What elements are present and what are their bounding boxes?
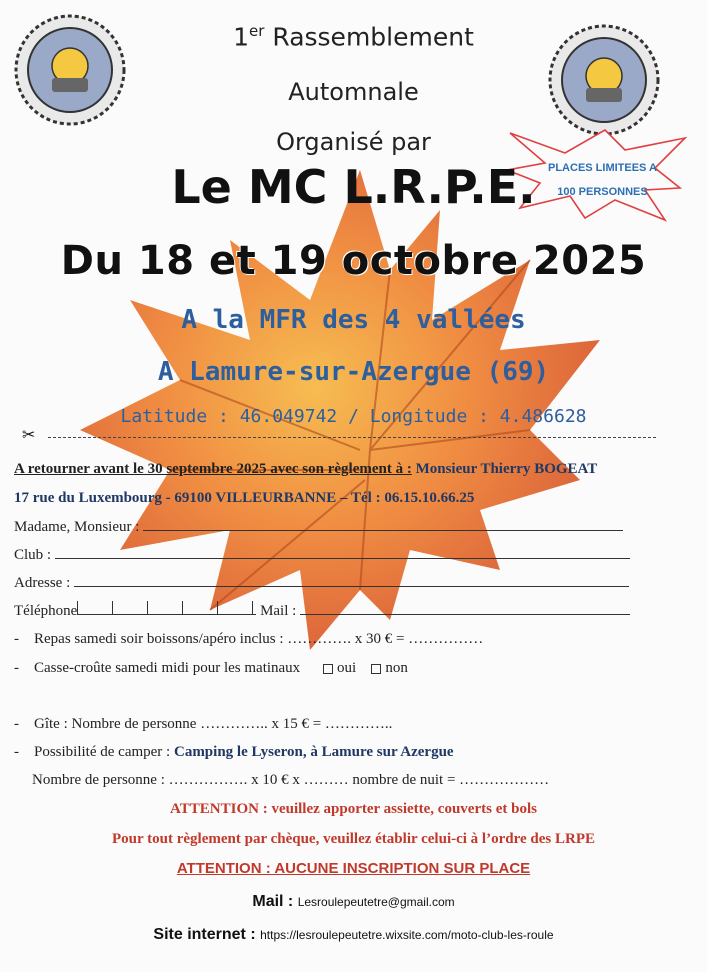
- contact-mail: Mail : Lesroulepeutetre@gmail.com: [252, 893, 455, 910]
- burst-line1: PLACES LIMITEES A: [548, 162, 657, 174]
- town: A Lamure-sur-Azergue (69): [157, 357, 550, 387]
- burst-line2: 100 PERSONNES: [557, 186, 648, 198]
- venue: A la MFR des 4 vallées: [181, 305, 526, 335]
- attention-no-onsite: ATTENTION : AUCUNE INSCRIPTION SUR PLACE: [176, 860, 531, 877]
- cut-line: [48, 437, 656, 438]
- gps-coords: Latitude : 46.049742 / Longitude : 4.486628: [120, 406, 587, 427]
- casse-croute-line: - Casse-croûte samedi midi pour les matinaux oui non: [14, 660, 408, 676]
- event-dates: Du 18 et 19 octobre 2025: [60, 238, 647, 284]
- address-field[interactable]: Adresse :: [14, 573, 629, 592]
- organised-by: Organisé par: [276, 128, 431, 156]
- oui-checkbox[interactable]: [323, 664, 333, 674]
- return-instruction: A retourner avant le 30 septembre 2025 avec son règlement à : Monsieur Thierry BOGEAT: [14, 461, 598, 477]
- camping-line: - Possibilité de camper : Camping le Lyseron, à Lamure sur Azergue: [14, 744, 454, 760]
- name-field[interactable]: Madame, Monsieur :: [14, 517, 623, 536]
- scissors-icon: ✂: [22, 425, 36, 444]
- return-address: 17 rue du Luxembourg - 69100 VILLEURBANNE – Tél : 06.15.10.66.25: [14, 490, 475, 506]
- club-field[interactable]: Club :: [14, 545, 630, 564]
- attention-utensils: ATTENTION : veuillez apporter assiette, couverts et bols: [170, 801, 537, 817]
- title-line1: 1er Rassemblement: [233, 22, 474, 52]
- title-line2: Automnale: [288, 78, 419, 106]
- nights-line: Nombre de personne : ……………. x 10 € x ……… nombre de nuit = ………………: [32, 772, 550, 788]
- phone-mail-field[interactable]: Téléphone Mail :: [14, 601, 630, 620]
- repas-line: - Repas samedi soir boissons/apéro inclus : …………. x 30 € = ……………: [14, 631, 484, 647]
- non-checkbox[interactable]: [371, 664, 381, 674]
- club-name: Le MC L.R.P.E.: [171, 160, 536, 214]
- gite-line: - Gîte : Nombre de personne ………….. x 15 € = …………..: [14, 716, 393, 732]
- cheque-notice: Pour tout règlement par chèque, veuillez établir celui-ci à l’ordre des LRPE: [112, 831, 595, 847]
- website: Site internet : https://lesroulepeutetre.wixsite.com/moto-club-les-roule: [153, 926, 554, 943]
